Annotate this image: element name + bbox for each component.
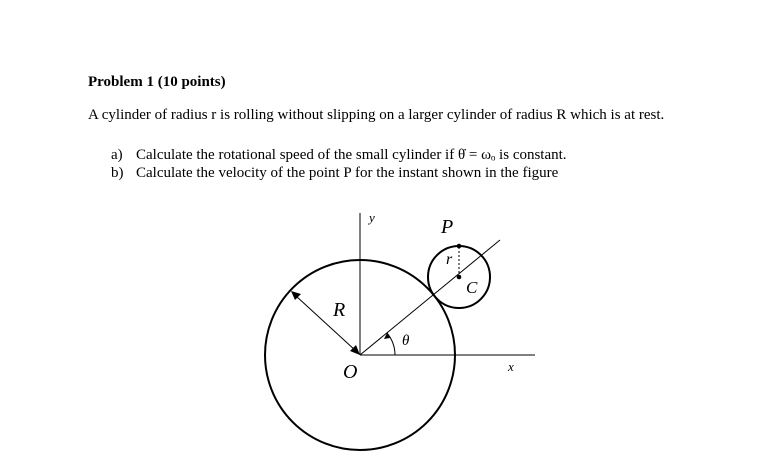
big-radius-label: R — [333, 299, 346, 321]
part-a-letter: a) — [111, 147, 123, 163]
small-radius-label: r — [446, 251, 453, 268]
x-axis-label: x — [508, 359, 514, 374]
problem-heading: Problem 1 (10 points) — [88, 74, 226, 90]
problem-statement: A cylinder of radius r is rolling without slipping on a larger cylinder of radius R which is at rest. — [88, 107, 665, 123]
theta-label: θ — [402, 333, 410, 349]
center-c-dot — [457, 275, 462, 280]
big-radius-line — [296, 296, 356, 351]
origin-label: O — [343, 361, 358, 383]
point-p-label: P — [441, 216, 454, 238]
part-b-text: Calculate the velocity of the point P for the instant shown in the figure — [136, 165, 559, 181]
center-c-label: C — [466, 278, 478, 297]
theta-ray — [360, 240, 500, 355]
part-b-letter: b) — [111, 165, 124, 181]
part-a-text: Calculate the rotational speed of the small cylinder if θ̇ = ωₒ is constant. — [136, 147, 567, 163]
y-axis-label: y — [369, 210, 375, 225]
point-p-dot — [457, 244, 462, 249]
